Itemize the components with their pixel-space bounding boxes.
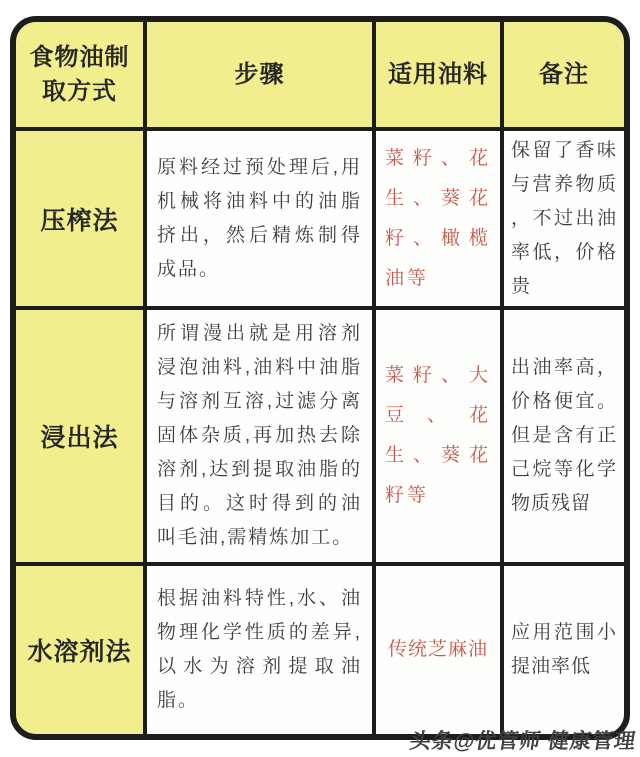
oils-cell-pressing [376,131,500,306]
method-label: 水溶剂法 [27,638,132,666]
notes-text: 保留了香味与营养物质，不过出油率低，价格贵 [511,139,617,297]
method-label: 浸出法 [40,424,119,452]
notes-cell-leaching [504,310,624,562]
header-cell-method [16,22,143,127]
extraction-methods-table [10,16,630,740]
method-cell-water-solvent [16,566,143,734]
steps-cell-pressing [147,131,372,306]
notes-cell-pressing [504,131,624,306]
header-label-steps: 步骤 [234,60,285,88]
steps-cell-water-solvent [147,566,372,734]
watermark: 头条@优管师 健康管理 [407,730,638,753]
method-cell-pressing [16,131,143,306]
header-cell-oils [376,22,500,127]
steps-text: 原料经过预处理后,用机械将油料中的油脂挤出，然后精炼制得成品。 [157,156,362,280]
steps-text: 所谓漫出就是用溶剂浸泡油料,油料中油脂与溶剂互溶,过滤分离固体杂质,再加热去除溶剂,达到提取油脂的目的。这时得到的油叫毛油,需精炼加工。 [157,323,362,548]
method-label: 压榨法 [40,206,119,235]
steps-text: 根据油料特性,水、油物理化学性质的差异,以水为溶剂提取油脂。 [157,588,362,711]
oils-text: 菜籽、花生、葵花籽、橄榄油等 [385,147,491,289]
notes-text: 出油率高，价格便宜。但是含有正己烷等化学物质残留 [511,357,617,514]
header-label-oils: 适用油料 [388,60,488,88]
oils-cell-water-solvent [376,566,500,734]
header-label-method: 食物油制取方式 [29,43,130,105]
table-grid [16,22,624,734]
header-cell-notes [504,22,624,127]
steps-cell-leaching [147,310,372,562]
oils-cell-leaching [376,310,500,562]
notes-text: 应用范围小提油率低 [511,622,617,677]
method-cell-leaching [16,310,143,562]
header-cell-steps [147,22,372,127]
oils-text: 菜籽、大豆、花生、葵花籽等 [385,365,491,506]
notes-cell-water-solvent [504,566,624,734]
oils-text: 传统芝麻油 [387,639,488,660]
header-label-notes: 备注 [539,60,589,88]
